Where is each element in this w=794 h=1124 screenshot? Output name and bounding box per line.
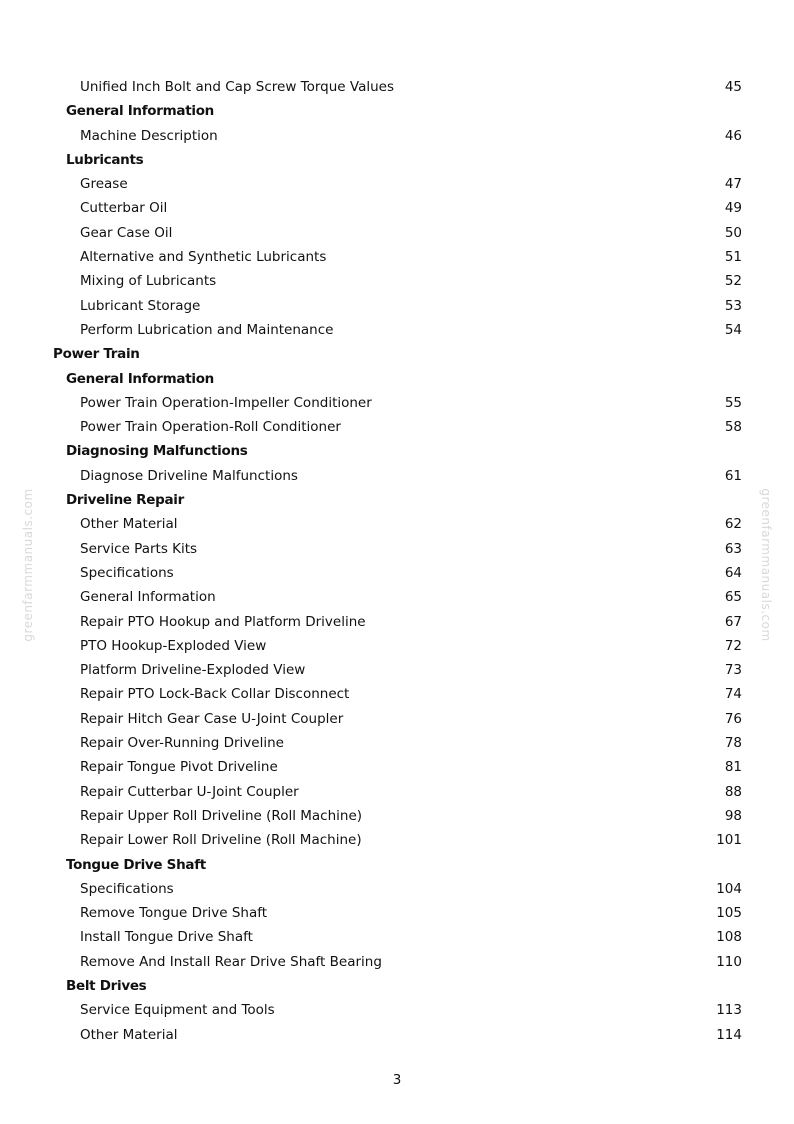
- toc-entry-title: General Information: [66, 103, 214, 120]
- toc-entry[interactable]: [0, 269, 794, 293]
- toc-entry[interactable]: [0, 585, 794, 609]
- toc-entry-title: Unified Inch Bolt and Cap Screw Torque Values: [80, 79, 395, 95]
- toc-entry-title: Install Tongue Drive Shaft: [80, 929, 253, 946]
- toc-entry[interactable]: [0, 804, 794, 828]
- toc-entry[interactable]: [0, 294, 794, 318]
- toc-entry[interactable]: [0, 221, 794, 245]
- toc-entry[interactable]: [0, 391, 794, 415]
- toc-entry-title: Grease: [80, 176, 128, 193]
- toc-entry-title: Repair PTO Lock-Back Collar Disconnect: [80, 686, 350, 703]
- toc-entry[interactable]: [0, 512, 794, 536]
- toc-entry-title: Alternative and Synthetic Lubricants: [80, 249, 327, 266]
- toc-entry-title: Repair Over-Running Driveline: [80, 735, 284, 752]
- toc-entry[interactable]: [0, 682, 794, 706]
- toc-entry-page: 54: [724, 321, 742, 338]
- toc-entry[interactable]: [0, 901, 794, 925]
- toc-entry-page: 73: [724, 662, 742, 679]
- toc-entry-title: Repair Cutterbar U-Joint Coupler: [80, 783, 299, 800]
- toc-entry-title: Driveline Repair: [66, 492, 184, 509]
- toc-entry-title: Service Parts Kits: [80, 540, 198, 557]
- toc-entry-page: 98: [724, 807, 742, 824]
- toc-entry-title: Repair Lower Roll Driveline (Roll Machine): [80, 832, 362, 849]
- toc-entry-page: 55: [724, 394, 742, 411]
- toc-entry-title: PTO Hookup-Exploded View: [80, 637, 267, 654]
- toc-entry-page: 74: [724, 686, 742, 703]
- toc-entry-title: Power Train Operation-Impeller Conditioner: [80, 394, 372, 411]
- toc-entry[interactable]: [0, 950, 794, 974]
- table-of-contents: [0, 75, 794, 1047]
- toc-entry-page: 101: [716, 832, 742, 849]
- toc-entry[interactable]: [0, 464, 794, 488]
- toc-entry[interactable]: [0, 877, 794, 901]
- toc-entry[interactable]: [0, 780, 794, 804]
- toc-entry-title: Diagnose Driveline Malfunctions: [80, 467, 298, 484]
- toc-entry-title: Remove And Install Rear Drive Shaft Bearing: [80, 953, 382, 970]
- toc-entry-title: Tongue Drive Shaft: [66, 856, 206, 873]
- toc-entry-page: 113: [716, 1002, 742, 1019]
- toc-entry-page: 58: [724, 419, 742, 436]
- toc-entry-page: 72: [724, 637, 742, 654]
- toc-entry-page: 45: [724, 79, 742, 95]
- toc-entry[interactable]: [0, 998, 794, 1022]
- toc-heading[interactable]: [0, 488, 794, 512]
- toc-entry-page: 105: [716, 905, 742, 922]
- toc-entry-page: 65: [724, 589, 742, 606]
- toc-entry-title: General Information: [66, 370, 214, 387]
- toc-entry-page: 78: [724, 735, 742, 752]
- toc-entry[interactable]: [0, 318, 794, 342]
- toc-entry[interactable]: [0, 415, 794, 439]
- toc-entry-page: 49: [724, 200, 742, 217]
- toc-entry-title: General Information: [80, 589, 216, 606]
- toc-heading[interactable]: [0, 439, 794, 463]
- toc-entry-page: 108: [716, 929, 742, 946]
- toc-entry-page: 104: [716, 880, 742, 897]
- toc-entry-page: 110: [716, 953, 742, 970]
- toc-entry-title: Repair Hitch Gear Case U-Joint Coupler: [80, 710, 344, 727]
- toc-entry-title: Lubricant Storage: [80, 297, 201, 314]
- toc-entry-title: Machine Description: [80, 127, 218, 144]
- toc-entry-title: Power Train: [53, 346, 140, 363]
- toc-entry-page: 64: [724, 564, 742, 581]
- toc-heading[interactable]: [0, 974, 794, 998]
- toc-entry[interactable]: [0, 755, 794, 779]
- toc-entry-page: 67: [724, 613, 742, 630]
- toc-entry-title: Platform Driveline-Exploded View: [80, 662, 306, 679]
- toc-entry[interactable]: [0, 537, 794, 561]
- toc-entry-title: Power Train Operation-Roll Conditioner: [80, 419, 341, 436]
- toc-heading[interactable]: [0, 148, 794, 172]
- toc-entry[interactable]: [0, 196, 794, 220]
- toc-entry[interactable]: [0, 925, 794, 949]
- toc-entry-page: 81: [724, 759, 742, 776]
- toc-entry[interactable]: [0, 610, 794, 634]
- toc-heading[interactable]: [0, 342, 794, 366]
- toc-entry-page: 61: [724, 467, 742, 484]
- toc-entry-title: Repair PTO Hookup and Platform Driveline: [80, 613, 366, 630]
- toc-heading[interactable]: [0, 367, 794, 391]
- toc-entry[interactable]: [0, 245, 794, 269]
- toc-entry-title: Lubricants: [66, 151, 144, 168]
- toc-entry-page: 50: [724, 224, 742, 241]
- toc-entry[interactable]: [0, 731, 794, 755]
- toc-entry-page: 63: [724, 540, 742, 557]
- toc-entry-page: 88: [724, 783, 742, 800]
- toc-entry-page: 52: [724, 273, 742, 290]
- toc-entry-title: Gear Case Oil: [80, 224, 173, 241]
- toc-entry-page: 114: [716, 1026, 742, 1043]
- toc-entry-page: 47: [724, 176, 742, 193]
- toc-entry[interactable]: [0, 561, 794, 585]
- toc-entry-title: Other Material: [80, 1026, 178, 1043]
- toc-entry[interactable]: [0, 828, 794, 852]
- toc-entry-page: 46: [724, 127, 742, 144]
- toc-entry-title: Service Equipment and Tools: [80, 1002, 275, 1019]
- toc-entry-title: Cutterbar Oil: [80, 200, 168, 217]
- toc-entry-title: Specifications: [80, 564, 174, 581]
- watermark-right: greenfarmmanuals.com: [759, 488, 773, 642]
- toc-entry-title: Mixing of Lubricants: [80, 273, 217, 290]
- watermark-left: greenfarmmanuals.com: [21, 488, 35, 642]
- toc-heading[interactable]: [0, 99, 794, 123]
- toc-entry[interactable]: [0, 75, 794, 99]
- toc-entry-page: 53: [724, 297, 742, 314]
- toc-entry-page: 51: [724, 249, 742, 266]
- toc-entry-title: Specifications: [80, 880, 174, 897]
- toc-entry[interactable]: [0, 658, 794, 682]
- toc-entry[interactable]: [0, 634, 794, 658]
- toc-entry-page: 76: [724, 710, 742, 727]
- toc-entry-page: 62: [724, 516, 742, 533]
- toc-entry[interactable]: [0, 124, 794, 148]
- toc-entry-title: Remove Tongue Drive Shaft: [80, 905, 268, 922]
- toc-entry-title: Repair Tongue Pivot Driveline: [80, 759, 278, 776]
- toc-heading[interactable]: [0, 853, 794, 877]
- toc-entry[interactable]: [0, 172, 794, 196]
- toc-entry[interactable]: [0, 707, 794, 731]
- toc-entry-title: Other Material: [80, 516, 178, 533]
- toc-entry[interactable]: [0, 1023, 794, 1047]
- toc-entry-title: Repair Upper Roll Driveline (Roll Machine): [80, 807, 363, 824]
- toc-entry-title: Belt Drives: [66, 977, 147, 994]
- toc-entry-title: Perform Lubrication and Maintenance: [80, 321, 334, 338]
- page-number: 3: [392, 1072, 402, 1088]
- toc-entry-title: Diagnosing Malfunctions: [66, 443, 248, 460]
